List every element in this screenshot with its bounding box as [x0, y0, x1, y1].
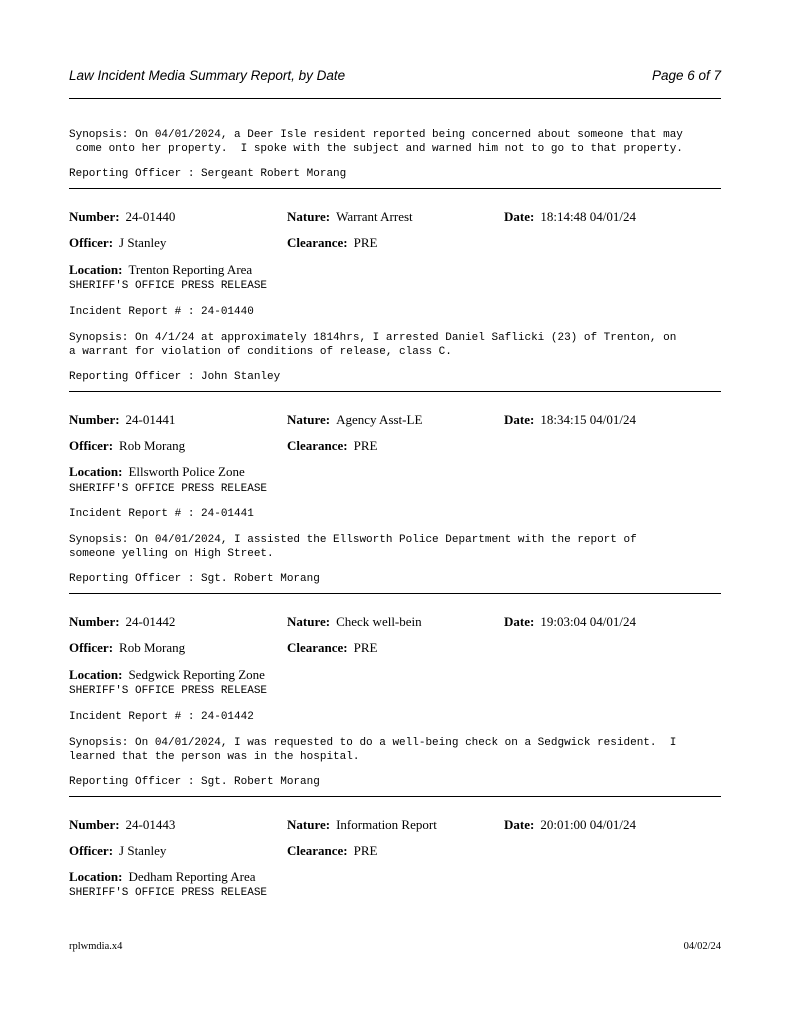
date-label: Date: [504, 209, 535, 224]
officer-value: Rob Morang [119, 438, 186, 453]
synopsis-line-2: learned that the person was in the hospital. [69, 751, 360, 763]
reporting-officer-line: Reporting Officer : Sgt. Robert Morang [69, 776, 320, 788]
footer-date: 04/02/24 [683, 941, 721, 952]
nature-value: Warrant Arrest [336, 209, 413, 224]
date-value: 18:14:48 04/01/24 [540, 209, 637, 224]
date-value: 20:01:00 04/01/24 [540, 817, 637, 832]
incident-number-field [69, 412, 175, 428]
nature-field [287, 209, 413, 225]
incident-report-line: Incident Report # : 24-01441 [69, 508, 254, 520]
date-value: 18:34:15 04/01/24 [540, 412, 637, 427]
footer-report-id: rplwmdia.x4 [69, 941, 123, 952]
synopsis-line-1: Synopsis: On 04/01/2024, I was requested to do a well-being check on a Sedgwick resident. I [69, 737, 677, 749]
synopsis-line-2: someone yelling on High Street. [69, 548, 274, 560]
date-label: Date: [504, 817, 535, 832]
location-field [69, 667, 265, 683]
location-value: Dedham Reporting Area [128, 869, 256, 884]
officer-value: J Stanley [119, 235, 167, 250]
clearance-value: PRE [353, 843, 378, 858]
nature-value: Agency Asst-LE [336, 412, 423, 427]
page-number: Page 6 of 7 [651, 68, 721, 83]
officer-label: Officer: [69, 235, 114, 250]
clearance-label: Clearance: [287, 438, 348, 453]
nature-field [287, 412, 422, 428]
incident-number-field [69, 614, 175, 630]
officer-field [69, 843, 166, 859]
officer-field [69, 640, 185, 656]
entry-divider [69, 188, 721, 189]
location-field [69, 464, 245, 480]
clearance-value: PRE [353, 235, 378, 250]
location-label: Location: [69, 262, 123, 277]
press-release-line: SHERIFF'S OFFICE PRESS RELEASE [69, 685, 268, 697]
location-label: Location: [69, 464, 123, 479]
nature-label: Nature: [287, 614, 331, 629]
number-label: Number: [69, 209, 120, 224]
press-release-line: SHERIFF'S OFFICE PRESS RELEASE [69, 483, 268, 495]
date-label: Date: [504, 412, 535, 427]
clearance-label: Clearance: [287, 843, 348, 858]
location-field [69, 869, 256, 885]
incident-number: 24-01442 [125, 614, 176, 629]
officer-field [69, 235, 166, 251]
synopsis-line-2: a warrant for violation of conditions of release, class C. [69, 346, 452, 358]
reporting-officer-line: Reporting Officer : John Stanley [69, 371, 281, 383]
entry-divider [69, 391, 721, 392]
entry-divider [69, 593, 721, 594]
carryover-synopsis-line-1: Synopsis: On 04/01/2024, a Deer Isle resident reported being concerned about someone that may [69, 129, 683, 141]
officer-value: Rob Morang [119, 640, 186, 655]
officer-value: J Stanley [119, 843, 167, 858]
officer-label: Officer: [69, 640, 114, 655]
date-field [504, 614, 636, 630]
location-value: Ellsworth Police Zone [128, 464, 245, 479]
incident-number: 24-01440 [125, 209, 176, 224]
nature-label: Nature: [287, 817, 331, 832]
carryover-synopsis-line-2: come onto her property. I spoke with the subject and warned him not to go to that property. [69, 143, 683, 155]
report-title: Law Incident Media Summary Report, by Date [69, 68, 346, 83]
nature-field [287, 614, 422, 630]
nature-value: Check well-bein [336, 614, 422, 629]
press-release-line: SHERIFF'S OFFICE PRESS RELEASE [69, 887, 268, 899]
officer-label: Officer: [69, 843, 114, 858]
clearance-field [287, 235, 377, 251]
incident-number-field [69, 817, 175, 833]
incident-number: 24-01443 [125, 817, 176, 832]
incident-report-line: Incident Report # : 24-01442 [69, 711, 254, 723]
date-label: Date: [504, 614, 535, 629]
clearance-field [287, 640, 377, 656]
nature-value: Information Report [336, 817, 437, 832]
clearance-field [287, 438, 377, 454]
location-field [69, 262, 252, 278]
date-field [504, 412, 636, 428]
incident-number-field [69, 209, 175, 225]
location-value: Trenton Reporting Area [128, 262, 253, 277]
date-field [504, 209, 636, 225]
incident-report-line: Incident Report # : 24-01440 [69, 306, 254, 318]
clearance-field [287, 843, 377, 859]
number-label: Number: [69, 614, 120, 629]
synopsis-line-1: Synopsis: On 4/1/24 at approximately 1814hrs, I arrested Daniel Saflicki (23) of Trenton, on [69, 332, 677, 344]
reporting-officer-line: Reporting Officer : Sgt. Robert Morang [69, 573, 320, 585]
officer-label: Officer: [69, 438, 114, 453]
clearance-value: PRE [353, 438, 378, 453]
number-label: Number: [69, 412, 120, 427]
officer-field [69, 438, 185, 454]
clearance-value: PRE [353, 640, 378, 655]
nature-field [287, 817, 437, 833]
header-divider [69, 98, 721, 99]
location-value: Sedgwick Reporting Zone [128, 667, 265, 682]
synopsis-line-1: Synopsis: On 04/01/2024, I assisted the Ellsworth Police Department with the report of [69, 534, 637, 546]
date-field [504, 817, 636, 833]
carryover-reporting-officer: Reporting Officer : Sergeant Robert Morang [69, 168, 347, 180]
date-value: 19:03:04 04/01/24 [540, 614, 637, 629]
number-label: Number: [69, 817, 120, 832]
nature-label: Nature: [287, 209, 331, 224]
entry-divider [69, 796, 721, 797]
location-label: Location: [69, 869, 123, 884]
clearance-label: Clearance: [287, 640, 348, 655]
nature-label: Nature: [287, 412, 331, 427]
incident-number: 24-01441 [125, 412, 176, 427]
location-label: Location: [69, 667, 123, 682]
clearance-label: Clearance: [287, 235, 348, 250]
press-release-line: SHERIFF'S OFFICE PRESS RELEASE [69, 280, 268, 292]
